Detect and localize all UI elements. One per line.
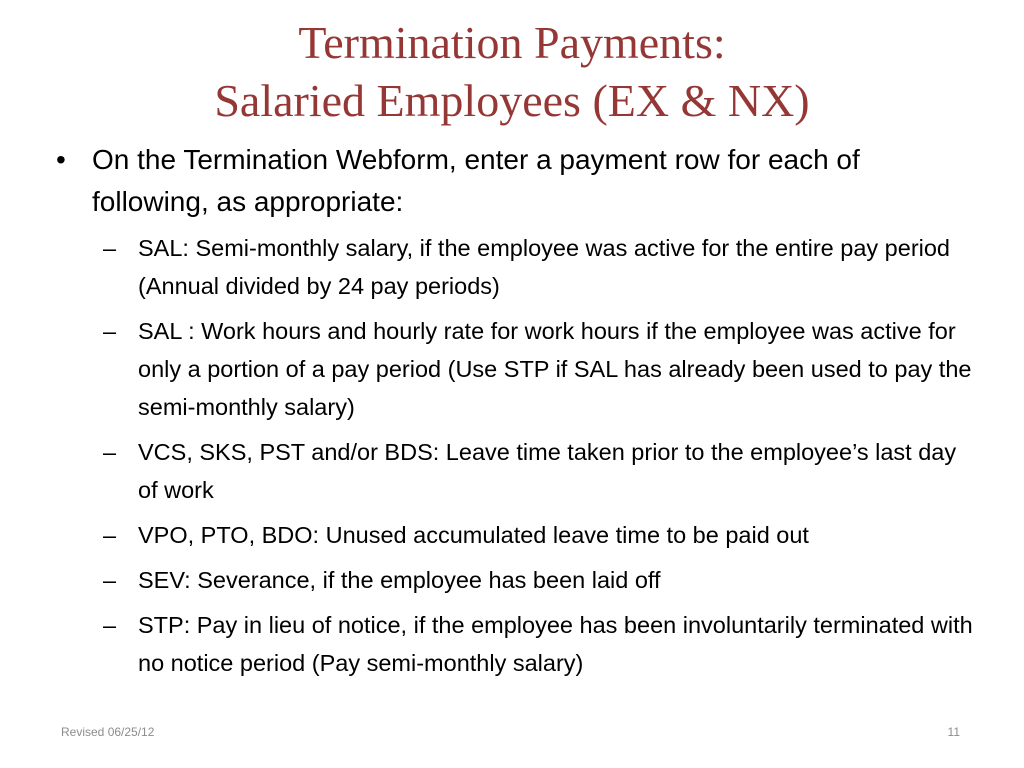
sub-bullet [101, 516, 976, 554]
slide-number: 11 [947, 725, 960, 739]
main-bullet [56, 139, 976, 223]
sub-bullet-text: STP: Pay in lieu of notice, if the employee has been involuntarily terminated with no notice period (Pay semi-monthly salary) [138, 612, 973, 676]
bullet-marker: • [56, 144, 66, 175]
title-line-1: Termination Payments: [298, 17, 726, 68]
slide-title [0, 14, 1024, 130]
footer-revised-date: Revised 06/25/12 [61, 725, 155, 739]
sub-bullet-text: VCS, SKS, PST and/or BDS: Leave time taken prior to the employee’s last day of work [138, 439, 957, 503]
slide-content [56, 139, 976, 689]
sub-bullet-text: SEV: Severance, if the employee has been laid off [138, 567, 661, 593]
sub-bullet-text: SAL : Work hours and hourly rate for work hours if the employee was active for only a portion of a pay period (Use STP if SAL has already been used to pay the semi-monthly salary) [138, 318, 972, 420]
main-bullet-text: On the Termination Webform, enter a payment row for each of following, as appropriate: [92, 144, 860, 217]
sub-bullet [101, 229, 976, 305]
sub-bullet-text: SAL: Semi-monthly salary, if the employee was active for the entire pay period (Annual divided by 24 pay periods) [138, 235, 951, 299]
sub-bullet-marker: – [103, 567, 117, 593]
sub-bullet-text: VPO, PTO, BDO: Unused accumulated leave time to be paid out [138, 522, 809, 548]
sub-bullet [101, 606, 976, 682]
sub-bullet [101, 433, 976, 509]
sub-bullet-marker: – [103, 439, 117, 465]
sub-bullet-marker: – [103, 522, 117, 548]
sub-bullet [101, 312, 976, 426]
title-line-2: Salaried Employees (EX & NX) [214, 75, 810, 126]
sub-bullet-marker: – [103, 318, 117, 344]
sub-bullet-list [56, 229, 976, 682]
sub-bullet [101, 561, 976, 599]
sub-bullet-marker: – [103, 235, 117, 261]
sub-bullet-marker: – [103, 612, 117, 638]
